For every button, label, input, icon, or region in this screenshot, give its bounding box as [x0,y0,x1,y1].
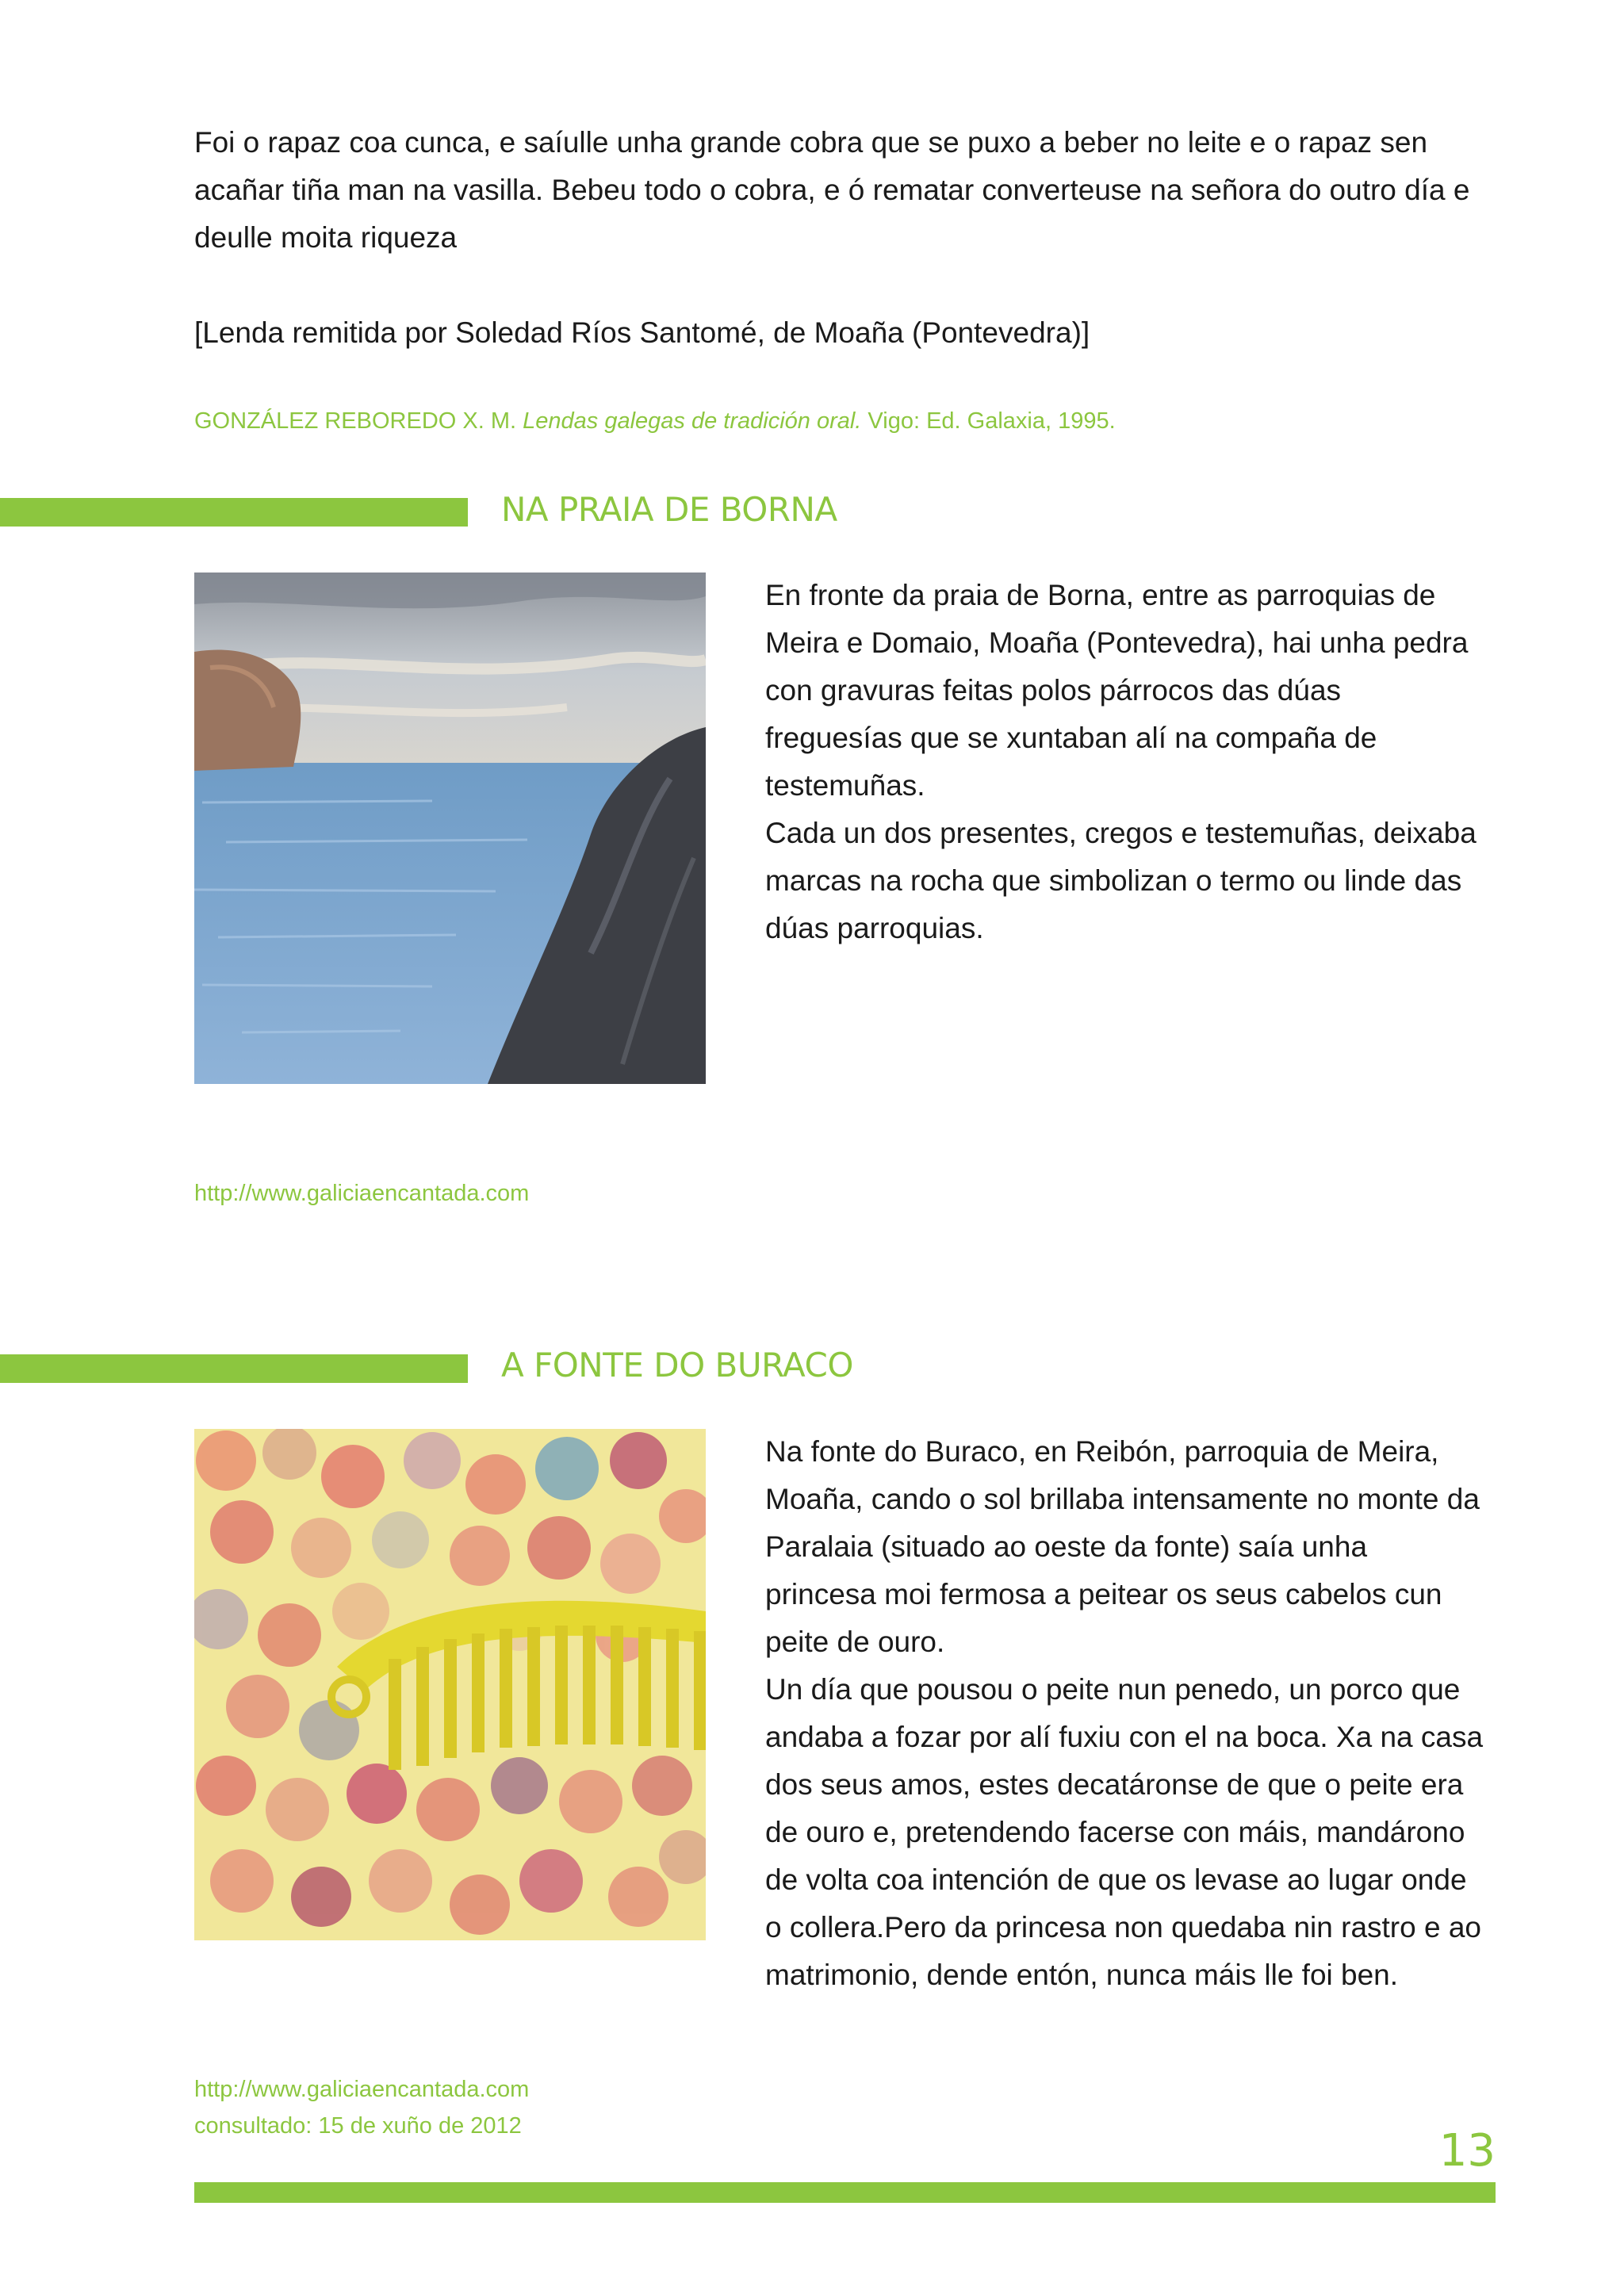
source-link[interactable]: http://www.galiciaencantada.com [194,1181,530,1206]
source-link[interactable]: http://www.galiciaencantada.com [194,2077,530,2102]
reference-publisher: Vigo: Ed. Galaxia, 1995. [861,408,1116,434]
intro-line: acañar tiña man na vasilla. Bebeu todo o cobra, e ó rematar converteuse na señora do outro día e [194,174,1470,206]
section-title: A FONTE DO BURACO [501,1346,853,1384]
illustration-praia-borna [194,573,706,1084]
paragraph-line: testemuñas. [765,769,925,802]
paragraph-line: marcas na rocha que simbolizan o termo ou linde das [765,864,1462,897]
section-title: NA PRAIA DE BORNA [501,490,837,529]
paragraph-line: Cada un dos presentes, cregos e testemuñas, deixaba [765,817,1477,849]
section-title-bar [0,1354,468,1383]
paragraph-line: peite de ouro. [765,1626,945,1658]
intro-paragraph [194,119,1503,262]
paragraph-line: Un día que pousou o peite nun penedo, un porco que [765,1673,1461,1706]
section-title-bar [0,498,468,527]
paragraph-line: Meira e Domaio, Moaña (Pontevedra), hai unha pedra [765,626,1469,659]
footer-bar [194,2182,1496,2203]
paragraph-line: En fronte da praia de Borna, entre as parroquias de [765,579,1436,611]
paragraph-line: de ouro e, pretendendo facerse con máis, mandárono [765,1816,1465,1848]
sea-drawing [194,573,706,1084]
intro-line: Foi o rapaz coa cunca, e saíulle unha grande cobra que se puxo a beber no leite e o rapaz sen [194,126,1428,159]
paragraph-line: o collera.Pero da princesa non quedaba nin rastro e ao [765,1911,1481,1944]
section-paragraph [765,572,1526,952]
comb-drawing [194,1429,706,1940]
paragraph-line: Na fonte do Buraco, en Reibón, parroquia de Meira, [765,1435,1439,1468]
paragraph-line: dos seus amos, estes decatáronse de que o peite era [765,1768,1464,1801]
intro-line: deulle moita riqueza [194,221,458,254]
page-number: 13 [1438,2125,1496,2177]
consulted-date: consultado: 15 de xuño de 2012 [194,2113,522,2139]
paragraph-line: matrimonio, dende entón, nunca máis lle foi ben. [765,1959,1399,1991]
paragraph-line: princesa moi fermosa a peitear os seus cabelos cun [765,1578,1442,1610]
paragraph-line: freguesías que se xuntaban alí na compaña de [765,722,1377,754]
reference-title: Lendas galegas de tradición oral. [523,408,862,434]
illustration-fonte-buraco [194,1429,706,1940]
paragraph-line: dúas parroquias. [765,912,984,944]
bibliographic-reference [194,403,1503,439]
reference-author: GONZÁLEZ REBOREDO X. M. [194,408,523,434]
paragraph-line: Moaña, cando o sol brillaba intensamente no monte da [765,1483,1480,1515]
paragraph-line: Paralaia (situado ao oeste da fonte) saía unha [765,1530,1368,1563]
attribution: [Lenda remitida por Soledad Ríos Santomé, de Moaña (Pontevedra)] [194,316,1090,349]
paragraph-line: con gravuras feitas polos párrocos das dúas [765,674,1342,707]
source-block [194,2071,529,2144]
paragraph-line: andaba a fozar por alí fuxiu con el na boca. Xa na casa [765,1721,1484,1753]
section-paragraph [765,1428,1526,1999]
paragraph-line: de volta coa intención de que os levase ao lugar onde [765,1863,1467,1896]
